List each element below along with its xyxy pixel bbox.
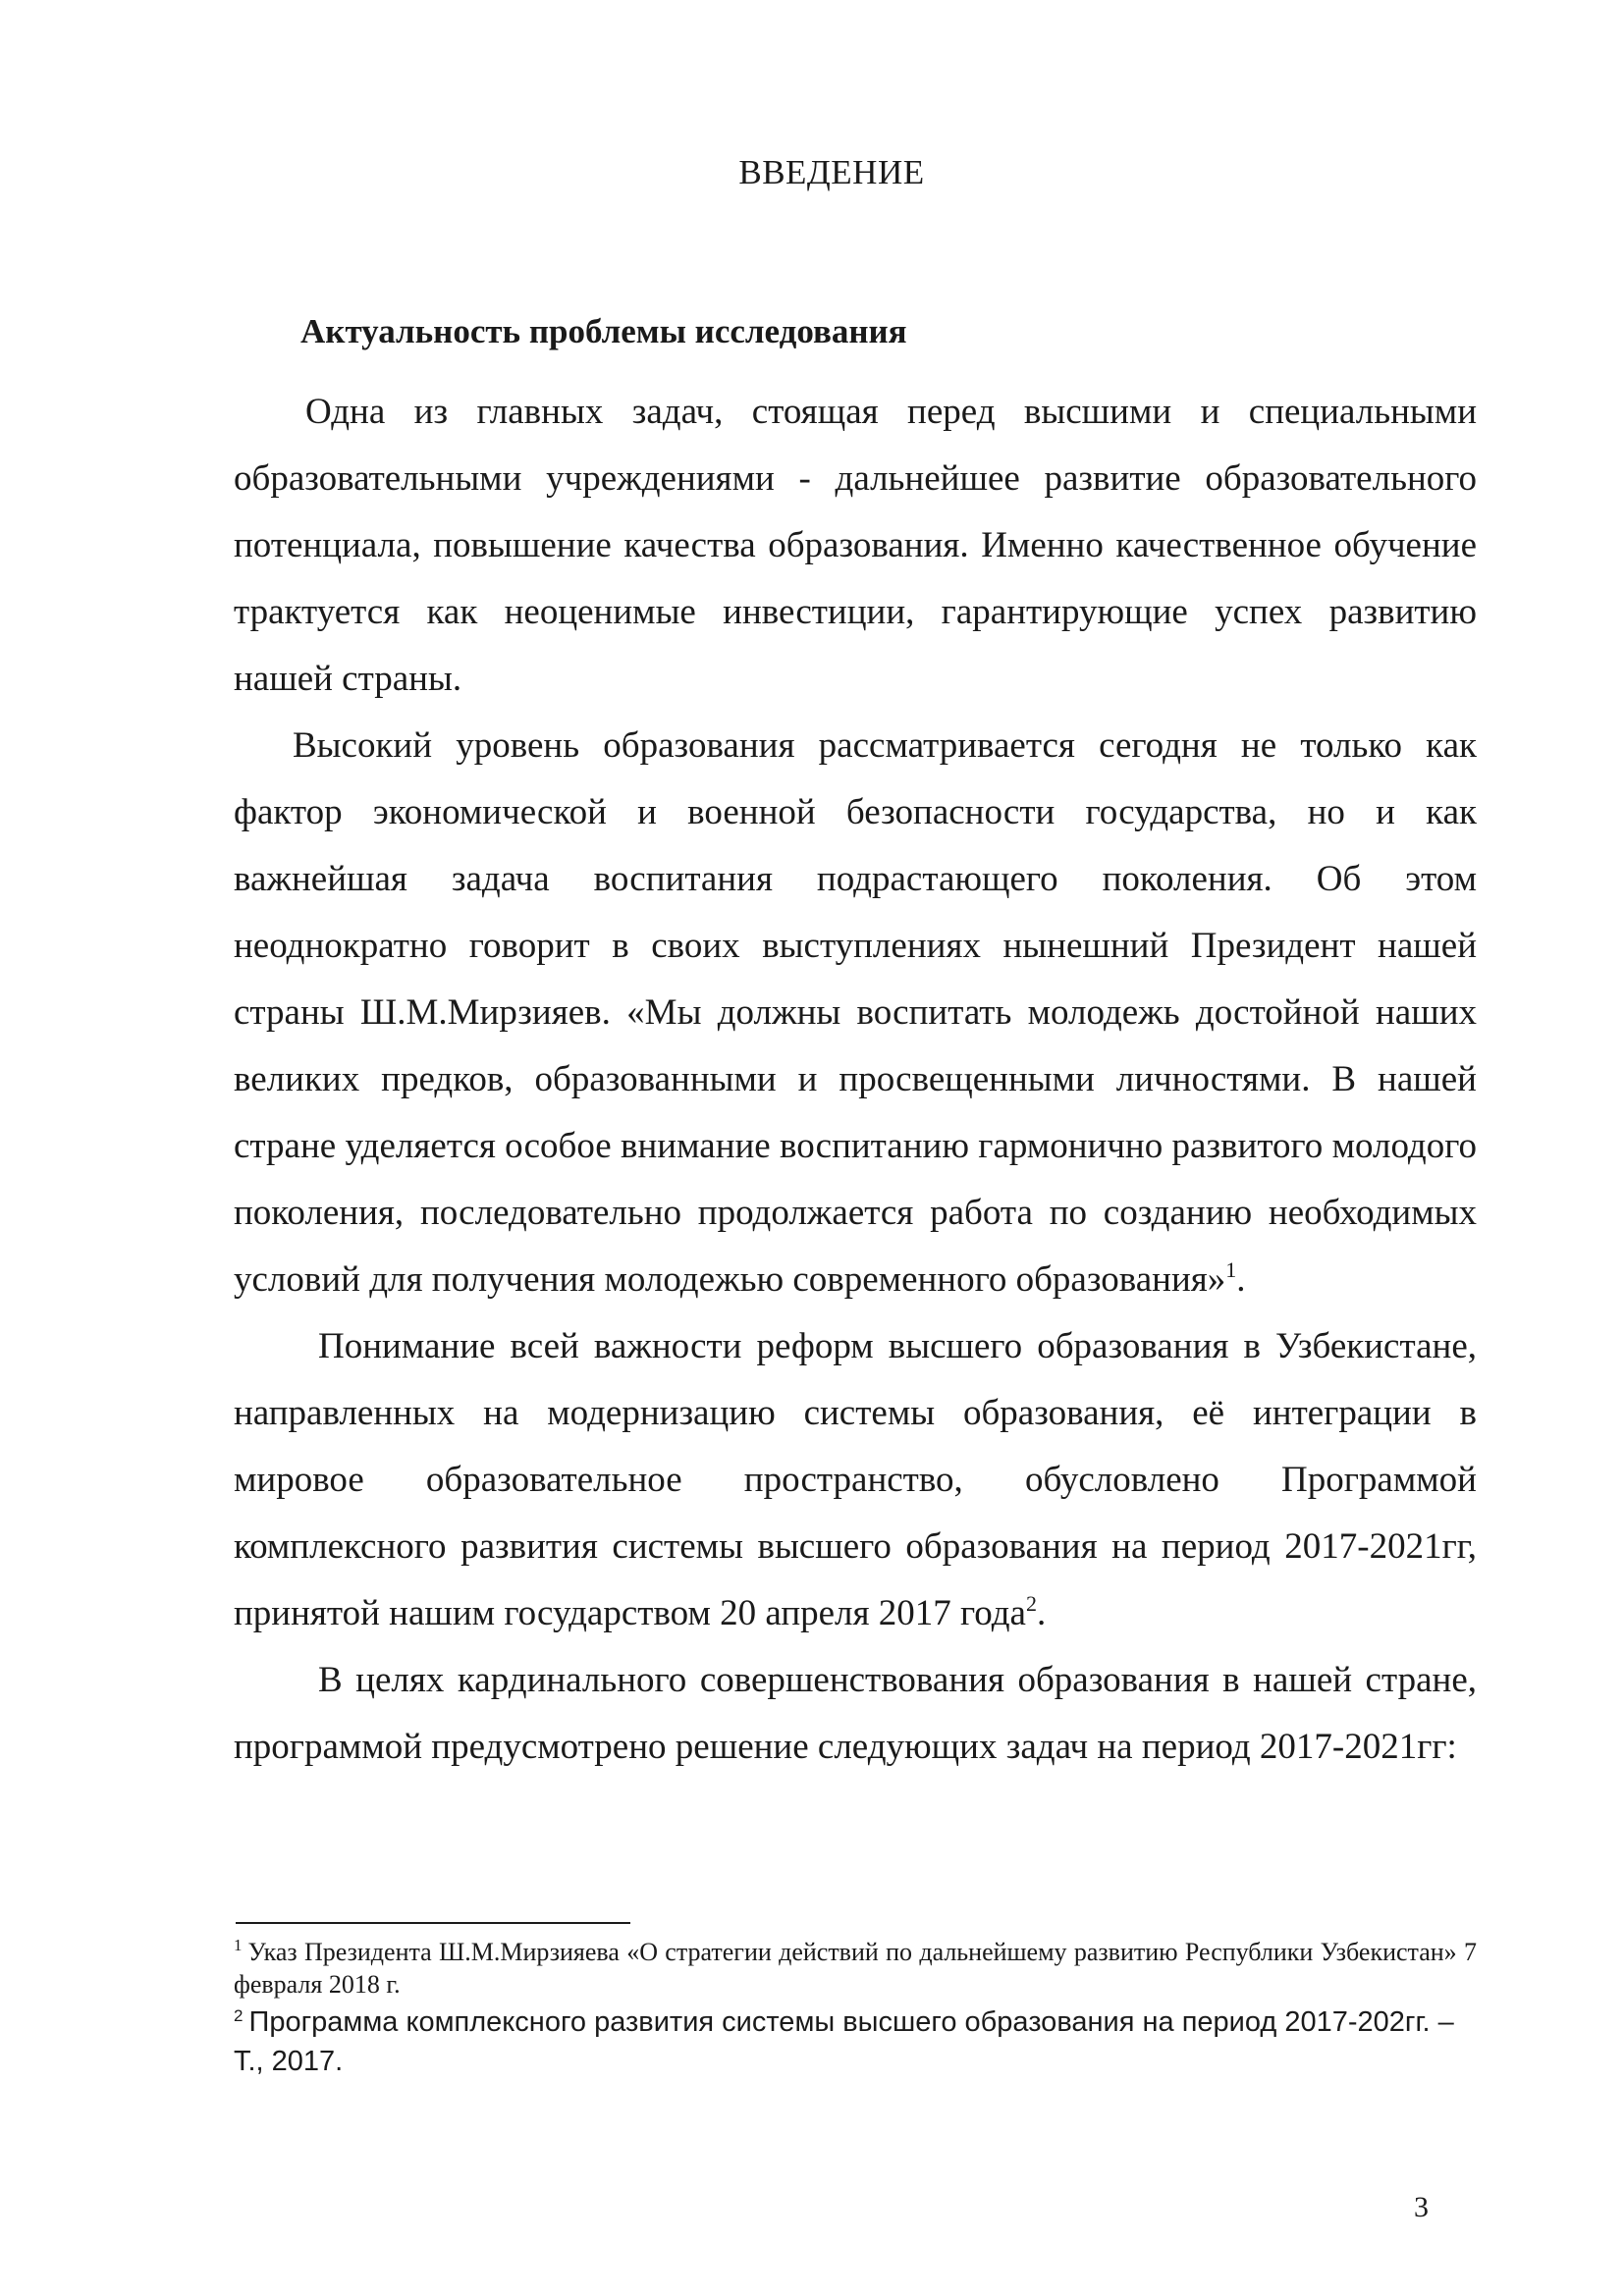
footnote-ref-2: 2 xyxy=(1025,1591,1037,1616)
footnote-2-text: Программа комплексного развития системы высшего образования на период 2017-202гг. –Т., 2017. xyxy=(234,2006,1454,2077)
paragraph-2-tail: . xyxy=(1236,1259,1246,1300)
section-subheading: Актуальность проблемы исследования xyxy=(300,312,907,350)
page-heading: ВВЕДЕНИЕ xyxy=(738,153,925,191)
footnote-1 xyxy=(234,1936,1477,2001)
paragraph-4-text: В целях кардинального совершенствования образования в нашей стране, программой предусмотрено решение следующих задач на период 2017-2021гг: xyxy=(234,1660,1477,1767)
page-number: 3 xyxy=(1414,2191,1429,2223)
paragraph-3-tail: . xyxy=(1036,1593,1047,1633)
footnote-2-mark: 2 xyxy=(234,2006,244,2025)
body-text xyxy=(234,379,1477,1781)
footnotes xyxy=(234,1936,1477,2081)
footnote-1-text: Указ Президента Ш.М.Мирзияева «О стратегии действий по дальнейшему развитию Республики Узбекистан» 7 февраля 2018 г. xyxy=(234,1938,1477,1999)
paragraph-1 xyxy=(234,379,1477,713)
footnote-2 xyxy=(234,2002,1477,2081)
footnote-separator xyxy=(236,1922,630,1924)
footnote-ref-1: 1 xyxy=(1225,1257,1237,1282)
paragraph-2 xyxy=(234,713,1477,1313)
paragraph-4 xyxy=(234,1647,1477,1781)
paragraph-2-text: Высокий уровень образования рассматривается сегодня не только как фактор экономической и военной безопасности государства, но и как важнейшая задача воспитания подрастающего поколения. Об этом неоднократно говорит в своих выступлениях нынешний Президент нашей страны Ш.М.Мирзияев. «Мы должны воспитать молодежь достойной наших великих предков, образованными и просвещенными личностями. В нашей стране уделяется особое внимание воспитанию гармонично развитого молодого поколения, последовательно продолжается работа по созданию необходимых условий для получения молодежью современного образования» xyxy=(234,725,1477,1300)
paragraph-3 xyxy=(234,1313,1477,1647)
paragraph-1-text: Одна из главных задач, стоящая перед высшими и специальными образовательными учреждениями - дальнейшее развитие образовательного потенциала, повышение качества образования. Именно качественное обучение трактуется как неоценимые инвестиции, гарантирующие успех развитию нашей страны. xyxy=(234,392,1477,699)
paragraph-3-text: Понимание всей важности реформ высшего образования в Узбекистане, направленных на модернизацию системы образования, её интеграции в мировое образовательное пространство, обусловлено Программой комплексного развития системы высшего образования на период 2017-2021гг, принятой нашим государством 20 апреля 2017 года xyxy=(234,1326,1477,1633)
footnote-1-mark: 1 xyxy=(234,1936,243,1954)
